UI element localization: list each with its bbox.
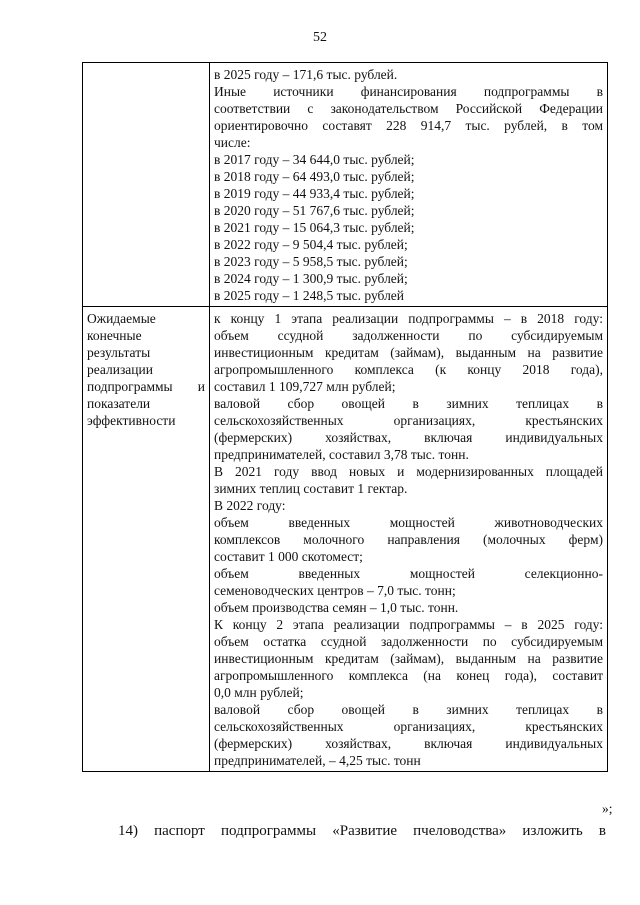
text-line: сельскохозяйственных организациях, крестьянских	[214, 413, 603, 428]
label-line: подпрограммы и	[87, 379, 205, 394]
text-line: предпринимателей, – 4,25 тыс. тонн	[214, 753, 421, 768]
text-line: объем введенных мощностей селекционно-	[214, 566, 603, 581]
text-line: объем остатка ссудной задолженности по субсидируемым	[214, 634, 603, 649]
text-line: (фермерских) хозяйствах, включая индивидуальных	[214, 430, 603, 445]
label-line: показатели	[87, 396, 151, 411]
text-line: в 2017 году – 34 644,0 тыс. рублей;	[214, 152, 415, 167]
text-line: в 2022 году – 9 504,4 тыс. рублей;	[214, 237, 408, 252]
text-line: составит 1 000 скотомест;	[214, 549, 363, 564]
text-line: 0,0 млн рублей;	[214, 685, 304, 700]
text-line: объем производства семян – 1,0 тыс. тонн.	[214, 600, 459, 615]
text-line: ориентировочно составят 228 914,7 тыс. рублей, в том	[214, 118, 603, 133]
financing-text-cell	[210, 63, 608, 307]
text-line: в 2020 году – 51 767,6 тыс. рублей;	[214, 203, 415, 218]
item-14-paragraph: 14) паспорт подпрограммы «Развитие пчеловодства» изложить в	[118, 823, 606, 839]
text-line: в 2018 году – 64 493,0 тыс. рублей;	[214, 169, 415, 184]
text-line: к концу 1 этапа реализации подпрограммы – в 2018 году:	[214, 311, 603, 326]
text-line: инвестиционным кредитам (займам), выданным на развитие	[214, 345, 603, 360]
text-line: предпринимателей, составил 3,78 тыс. тонн.	[214, 447, 469, 462]
text-line: в 2019 году – 44 933,4 тыс. рублей;	[214, 186, 415, 201]
text-line: в 2025 году – 171,6 тыс. рублей.	[214, 67, 398, 82]
expected-results-text-cell	[210, 307, 608, 772]
text-line: объем введенных мощностей животноводческих	[214, 515, 603, 530]
text-line: К концу 2 этапа реализации подпрограммы – в 2025 году:	[214, 617, 603, 632]
financing-label-cell	[83, 63, 210, 307]
label-line: результаты	[87, 345, 151, 360]
text-line: В 2022 году:	[214, 498, 286, 513]
label-line: Ожидаемые	[87, 311, 156, 326]
text-line: валовой сбор овощей в зимних теплицах в	[214, 396, 603, 411]
table-row-expected-results	[83, 307, 608, 772]
text-line: в 2024 году – 1 300,9 тыс. рублей;	[214, 271, 408, 286]
text-line: составил 1 109,727 млн рублей;	[214, 379, 396, 394]
label-line: эффективности	[87, 413, 176, 428]
text-line: В 2021 году ввод новых и модернизированных площадей	[214, 464, 603, 479]
text-line: в 2023 году – 5 958,5 тыс. рублей;	[214, 254, 408, 269]
text-line: инвестиционным кредитам (займам), выданным на развитие	[214, 651, 603, 666]
text-line: соответствии с законодательством Российской Федерации	[214, 101, 603, 116]
label-line: конечные	[87, 328, 142, 343]
text-line: семеноводческих центров – 7,0 тыс. тонн;	[214, 583, 456, 598]
text-line: в 2025 году – 1 248,5 тыс. рублей	[214, 288, 405, 303]
label-line: реализации	[87, 362, 153, 377]
text-line: комплексов молочного направления (молочных ферм)	[214, 532, 603, 547]
text-line: (фермерских) хозяйствах, включая индивидуальных	[214, 736, 603, 751]
expected-results-label-cell	[83, 307, 210, 772]
table-row-financing	[83, 63, 608, 307]
text-line: валовой сбор овощей в зимних теплицах в	[214, 702, 603, 717]
subprogram-passport-table	[82, 62, 608, 772]
text-line: сельскохозяйственных организациях, крестьянских	[214, 719, 603, 734]
text-line: в 2021 году – 15 064,3 тыс. рублей;	[214, 220, 415, 235]
closing-quote: »;	[602, 801, 613, 816]
text-line: агропромышленного комплекса (к концу 2018 года),	[214, 362, 603, 377]
text-line: объем ссудной задолженности по субсидируемым	[214, 328, 603, 343]
text-line: числе:	[214, 135, 251, 150]
page-number: 52	[313, 30, 327, 45]
text-line: зимних теплиц составит 1 гектар.	[214, 481, 408, 496]
text-line: агропромышленного комплекса (на конец года), составит	[214, 668, 603, 683]
text-line: Иные источники финансирования подпрограммы в	[214, 84, 603, 99]
